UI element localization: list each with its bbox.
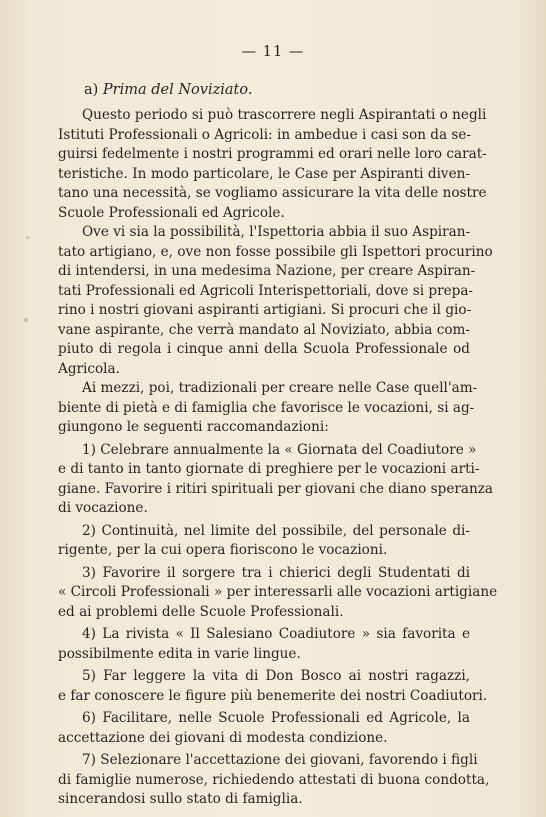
text-line: Istituti Professionali o Agricoli: in ambedue i casi son da se- [58,126,472,143]
text-line: tato artigiano, e, ove non fosse possibile gli Ispettori procurino [58,243,493,260]
text-line: « Circoli Professionali » per interessarli alle vocazioni artigiane [58,584,498,600]
text-line: possibilmente edita in varie lingue. [58,645,301,662]
paper-speck [26,236,29,239]
text-line: di vocazione. [58,500,148,516]
paragraph-mezzi [58,379,478,438]
text-line: vane aspirante, che verrà mandato al Noviziato, abbia com- [58,321,470,338]
text-line: guirsi fedelmente i nostri programmi ed orari nelle loro carat- [58,146,487,162]
paper-speck [24,318,28,322]
text-line: biente di pietà e di famiglia che favorisce le vocazioni, si ag- [58,399,475,416]
text-line: 4) La rivista « Il Salesiano Coadiutore » sia favorita e [82,626,470,642]
text-line: tati Professionali ed Agricoli Interispettoriali, dove si prepa- [58,282,474,299]
paragraph-ispettoria [58,223,493,379]
recommendation-item-6 [58,709,470,748]
text-line: ed ai problemi delle Scuole Professionali. [58,603,344,620]
text-line: 6) Facilitare, nelle Scuole Professionali ed Agricole, la [82,710,470,726]
text-line: 7) Selezionare l'accettazione dei giovani, favorendo i figli [82,752,478,768]
text-line: di famiglie numerose, richiedendo attestati di buona condotta, [58,771,490,788]
text-line: piuto di regola i cinque anni della Scuola Professionale od [58,341,470,357]
section-heading [84,82,252,98]
text-line: Scuole Professionali ed Agricole. [58,204,285,221]
page-number: — 11 — [241,44,305,60]
page-body [58,106,498,810]
text-line: Agricola. [58,360,120,377]
text-line: tano una necessità, se vogliamo assicurare la vita delle nostre [58,185,487,201]
text-line: Ove vi sia la possibilità, l'Ispettoria abbia il suo Aspiran- [82,224,471,240]
recommendation-item-7 [58,751,490,810]
text-line: sincerandosi sullo stato di famiglia. [58,791,303,807]
text-line: di intendersi, in una medesima Nazione, per creare Aspiran- [58,263,476,279]
text-line: teristiche. In modo particolare, le Case per Aspiranti diven- [58,165,470,182]
text-line: 1) Celebrare annualmente la « Giornata del Coadiutore » [82,441,477,458]
text-line: giane. Favorire i ritiri spirituali per giovani che diano speranza [58,480,493,497]
recommendation-item-2 [58,522,470,561]
text-line: Questo periodo si può trascorrere negli Aspirantati o negli [82,107,487,123]
recommendation-item-3 [58,564,498,623]
section-title: Prima del Noviziato. [102,82,253,98]
paragraph-intro [58,106,487,223]
text-line: e far conoscere le figure più benemerite dei nostri Coadiutori. [58,687,488,704]
recommendation-item-1 [58,441,493,519]
text-line: rigente, per la cui opera fioriscono le vocazioni. [58,542,388,558]
recommendation-item-4 [58,625,470,664]
text-line: rino i nostri giovani aspiranti artigiani. Si procuri che il gio- [58,302,472,318]
text-line: accettazione dei giovani di modesta condizione. [58,729,388,746]
text-line: e di tanto in tanto giornate di preghiere per le vocazioni arti- [58,461,480,477]
text-line: 5) Far leggere la vita di Don Bosco ai nostri ragazzi, [82,668,470,684]
text-line: 3) Favorire il sorgere tra i chierici degli Studentati di [82,564,470,581]
text-line: 2) Continuità, nel limite del possibile, del personale di- [82,522,470,539]
section-marker: a) [84,82,99,98]
text-line: Ai mezzi, poi, tradizionali per creare nelle Case quell'am- [82,380,478,396]
text-line: giungono le seguenti raccomandazioni: [58,419,329,435]
recommendation-item-5 [58,667,488,706]
